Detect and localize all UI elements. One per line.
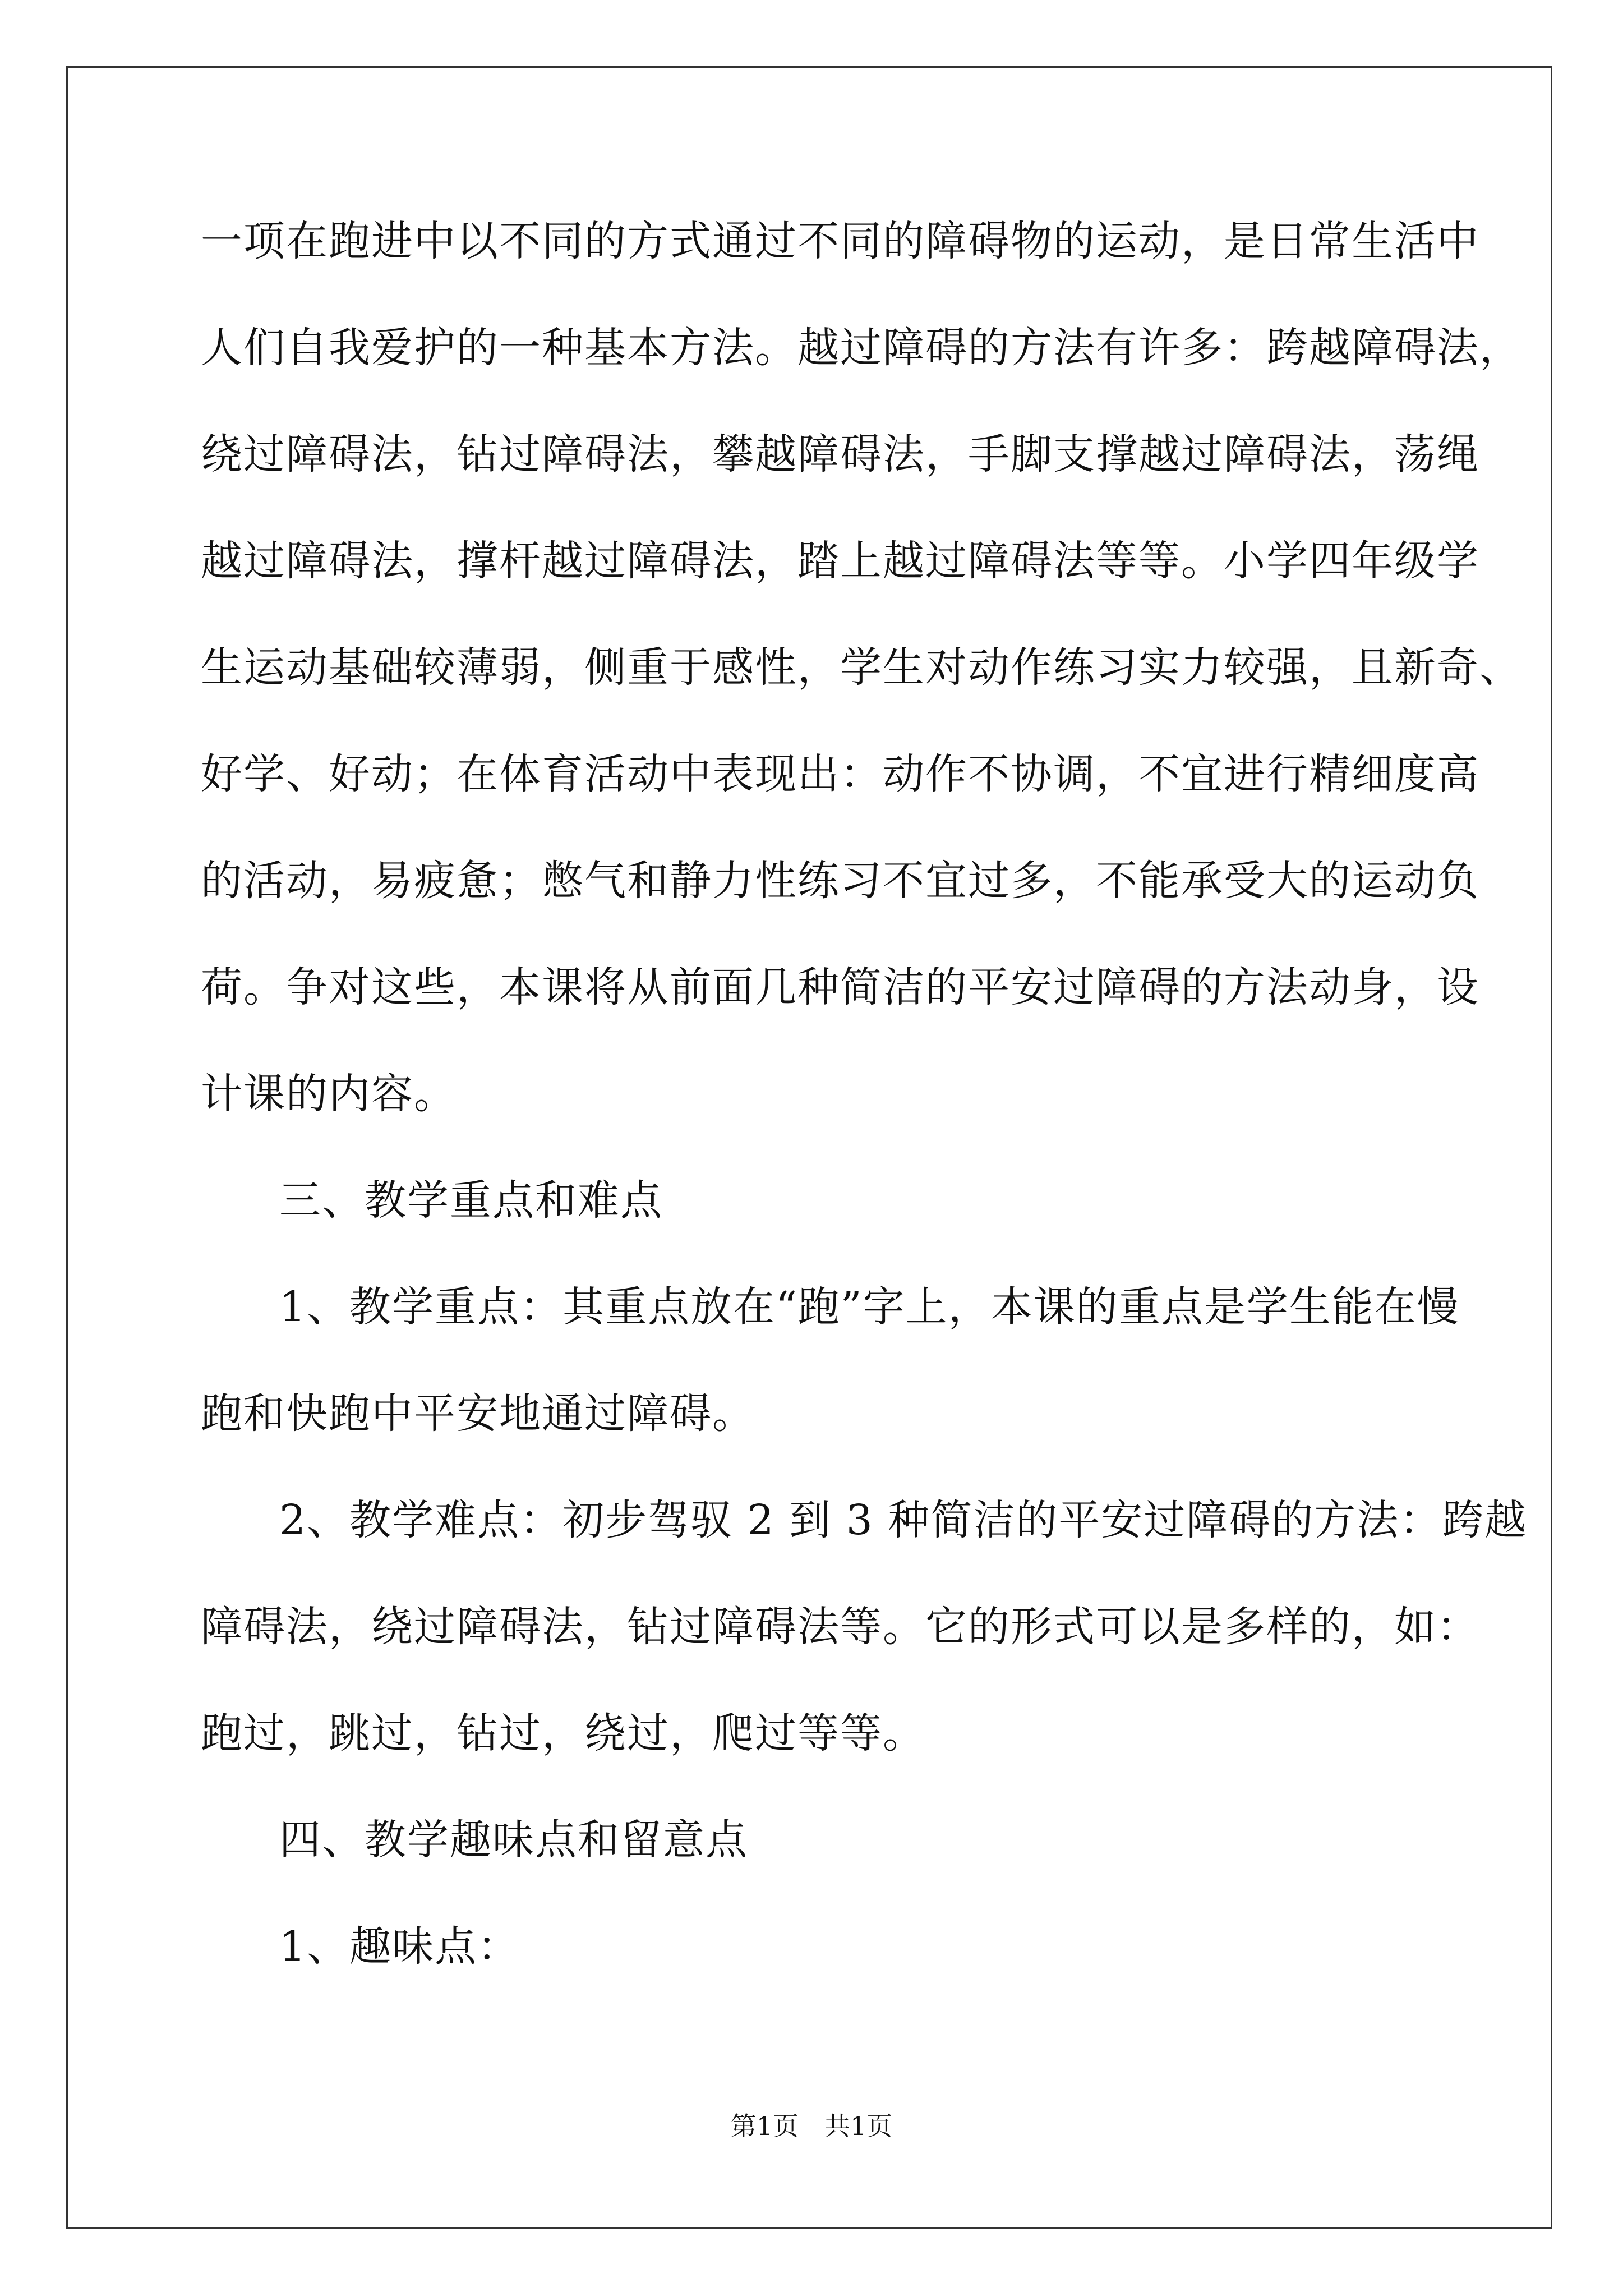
page-footer xyxy=(0,2109,1623,2143)
body-line-12: 跑和快跑中平安地通过障碍。 xyxy=(201,1389,755,1438)
section-heading-3: 三、教学重点和难点 xyxy=(279,1176,663,1225)
body-line-8: 荷。争对这些，本课将从前面几种简洁的平安过障碍的方法动身，设 xyxy=(201,963,1479,1011)
body-line-11: 1、教学重点：其重点放在“跑”字上，本课的重点是学生能在慢 xyxy=(279,1283,1460,1331)
body-line-1: 一项在跑进中以不同的方式通过不同的障碍物的运动，是日常生活中 xyxy=(201,217,1479,265)
page-number: 第1页 xyxy=(730,2111,799,2141)
body-line-14: 障碍法，绕过障碍法，钻过障碍法等。它的形式可以是多样的，如： xyxy=(201,1603,1479,1651)
body-line-4: 越过障碍法，撑杆越过障碍法，踏上越过障碍法等等。小学四年级学 xyxy=(201,537,1479,585)
body-line-13: 2、教学难点：初步驾驭 2 到 3 种简洁的平安过障碍的方法：跨越 xyxy=(279,1496,1528,1544)
page-total: 共1页 xyxy=(824,2111,893,2141)
body-line-15: 跑过，跳过，钻过，绕过，爬过等等。 xyxy=(201,1709,925,1757)
body-line-2: 人们自我爱护的一种基本方法。越过障碍的方法有许多：跨越障碍法， xyxy=(201,324,1522,372)
body-line-7: 的活动，易疲惫；憋气和静力性练习不宜过多，不能承受大的运动负 xyxy=(201,857,1479,905)
section-heading-4: 四、教学趣味点和留意点 xyxy=(279,1816,748,1864)
body-line-5: 生运动基础较薄弱，侧重于感性，学生对动作练习实力较强，且新奇、 xyxy=(201,643,1522,692)
body-line-3: 绕过障碍法，钻过障碍法，攀越障碍法，手脚支撑越过障碍法，荡绳 xyxy=(201,430,1479,478)
body-line-9: 计课的内容。 xyxy=(201,1070,457,1118)
body-line-17: 1、趣味点： xyxy=(279,1922,520,1971)
body-line-6: 好学、好动；在体育活动中表现出：动作不协调，不宜进行精细度高 xyxy=(201,750,1479,798)
page-frame xyxy=(66,66,1552,2229)
